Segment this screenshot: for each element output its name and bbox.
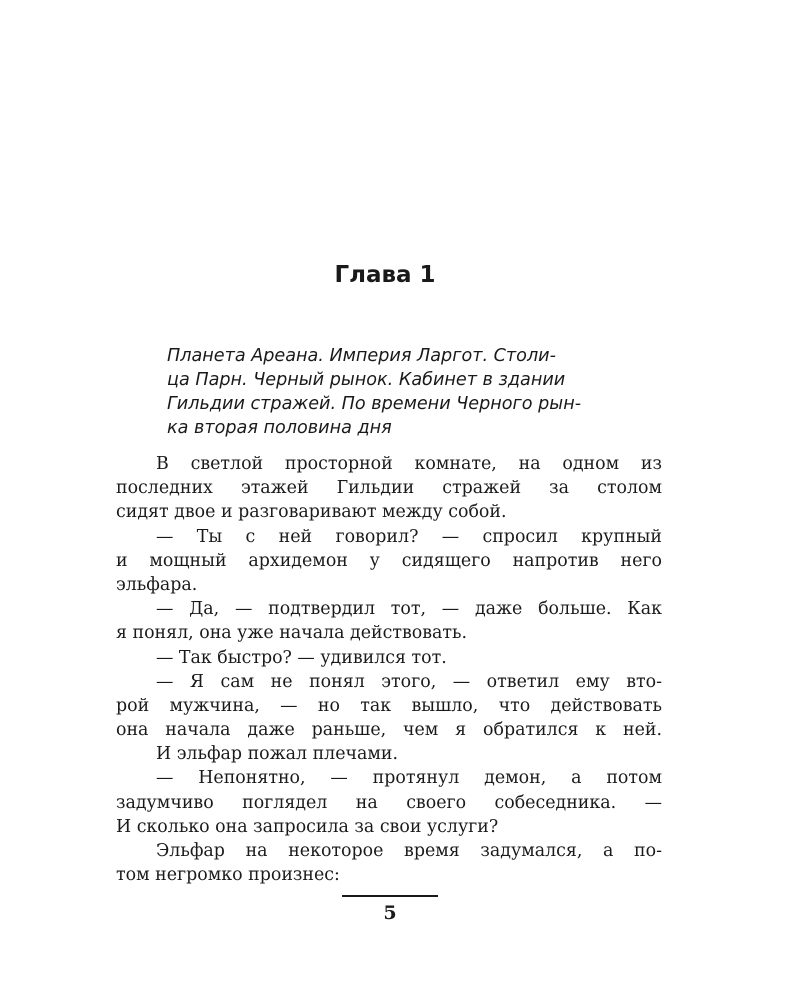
body-line: сидят двое и разговаривают между собой. bbox=[116, 502, 507, 523]
chapter-title: Глава 1 bbox=[334, 262, 436, 288]
body-line: — Ты с ней говорил? — спросил крупный bbox=[156, 526, 662, 547]
epigraph-line: ка вторая половина дня bbox=[167, 418, 392, 438]
body-line: я понял, она уже начала действовать. bbox=[116, 623, 467, 644]
body-line: — Я сам не понял этого, — ответил ему вто- bbox=[156, 671, 662, 692]
epigraph bbox=[167, 344, 662, 440]
body-line: и мощный архидемон у сидящего напротив него bbox=[116, 550, 662, 571]
body-line: задумчиво поглядел на своего собеседника. — bbox=[116, 792, 662, 813]
body-line: она начала даже раньше, чем я обратился к ней. bbox=[116, 720, 662, 741]
body-line: И сколько она запросила за свои услуги? bbox=[116, 816, 499, 837]
body-line: — Да, — подтвердил тот, — даже больше. Как bbox=[156, 599, 662, 620]
body-line: том негромко произнес: bbox=[116, 865, 340, 886]
body-text bbox=[116, 452, 662, 887]
body-line: — Так быстро? — удивился тот. bbox=[156, 647, 447, 668]
body-line: И эльфар пожал плечами. bbox=[156, 744, 399, 765]
body-line: Эльфар на некоторое время задумался, а по- bbox=[156, 841, 662, 861]
body-line: В светлой просторной комнате, на одном из bbox=[156, 454, 662, 474]
page-number: 5 bbox=[383, 902, 397, 924]
footer-rule bbox=[342, 895, 438, 897]
body-line: последних этажей Гильдии стражей за столом bbox=[116, 478, 662, 499]
body-line: эльфара. bbox=[116, 574, 198, 595]
epigraph-line: ца Парн. Черный рынок. Кабинет в здании bbox=[167, 370, 566, 390]
body-line: — Непонятно, — протянул демон, а потом bbox=[156, 768, 662, 789]
epigraph-line: Гильдии стражей. По времени Черного рын- bbox=[167, 394, 582, 414]
body-line: рой мужчина, — но так вышло, что действовать bbox=[116, 695, 662, 716]
epigraph-line: Планета Ареана. Империя Ларгот. Столи- bbox=[167, 346, 556, 366]
